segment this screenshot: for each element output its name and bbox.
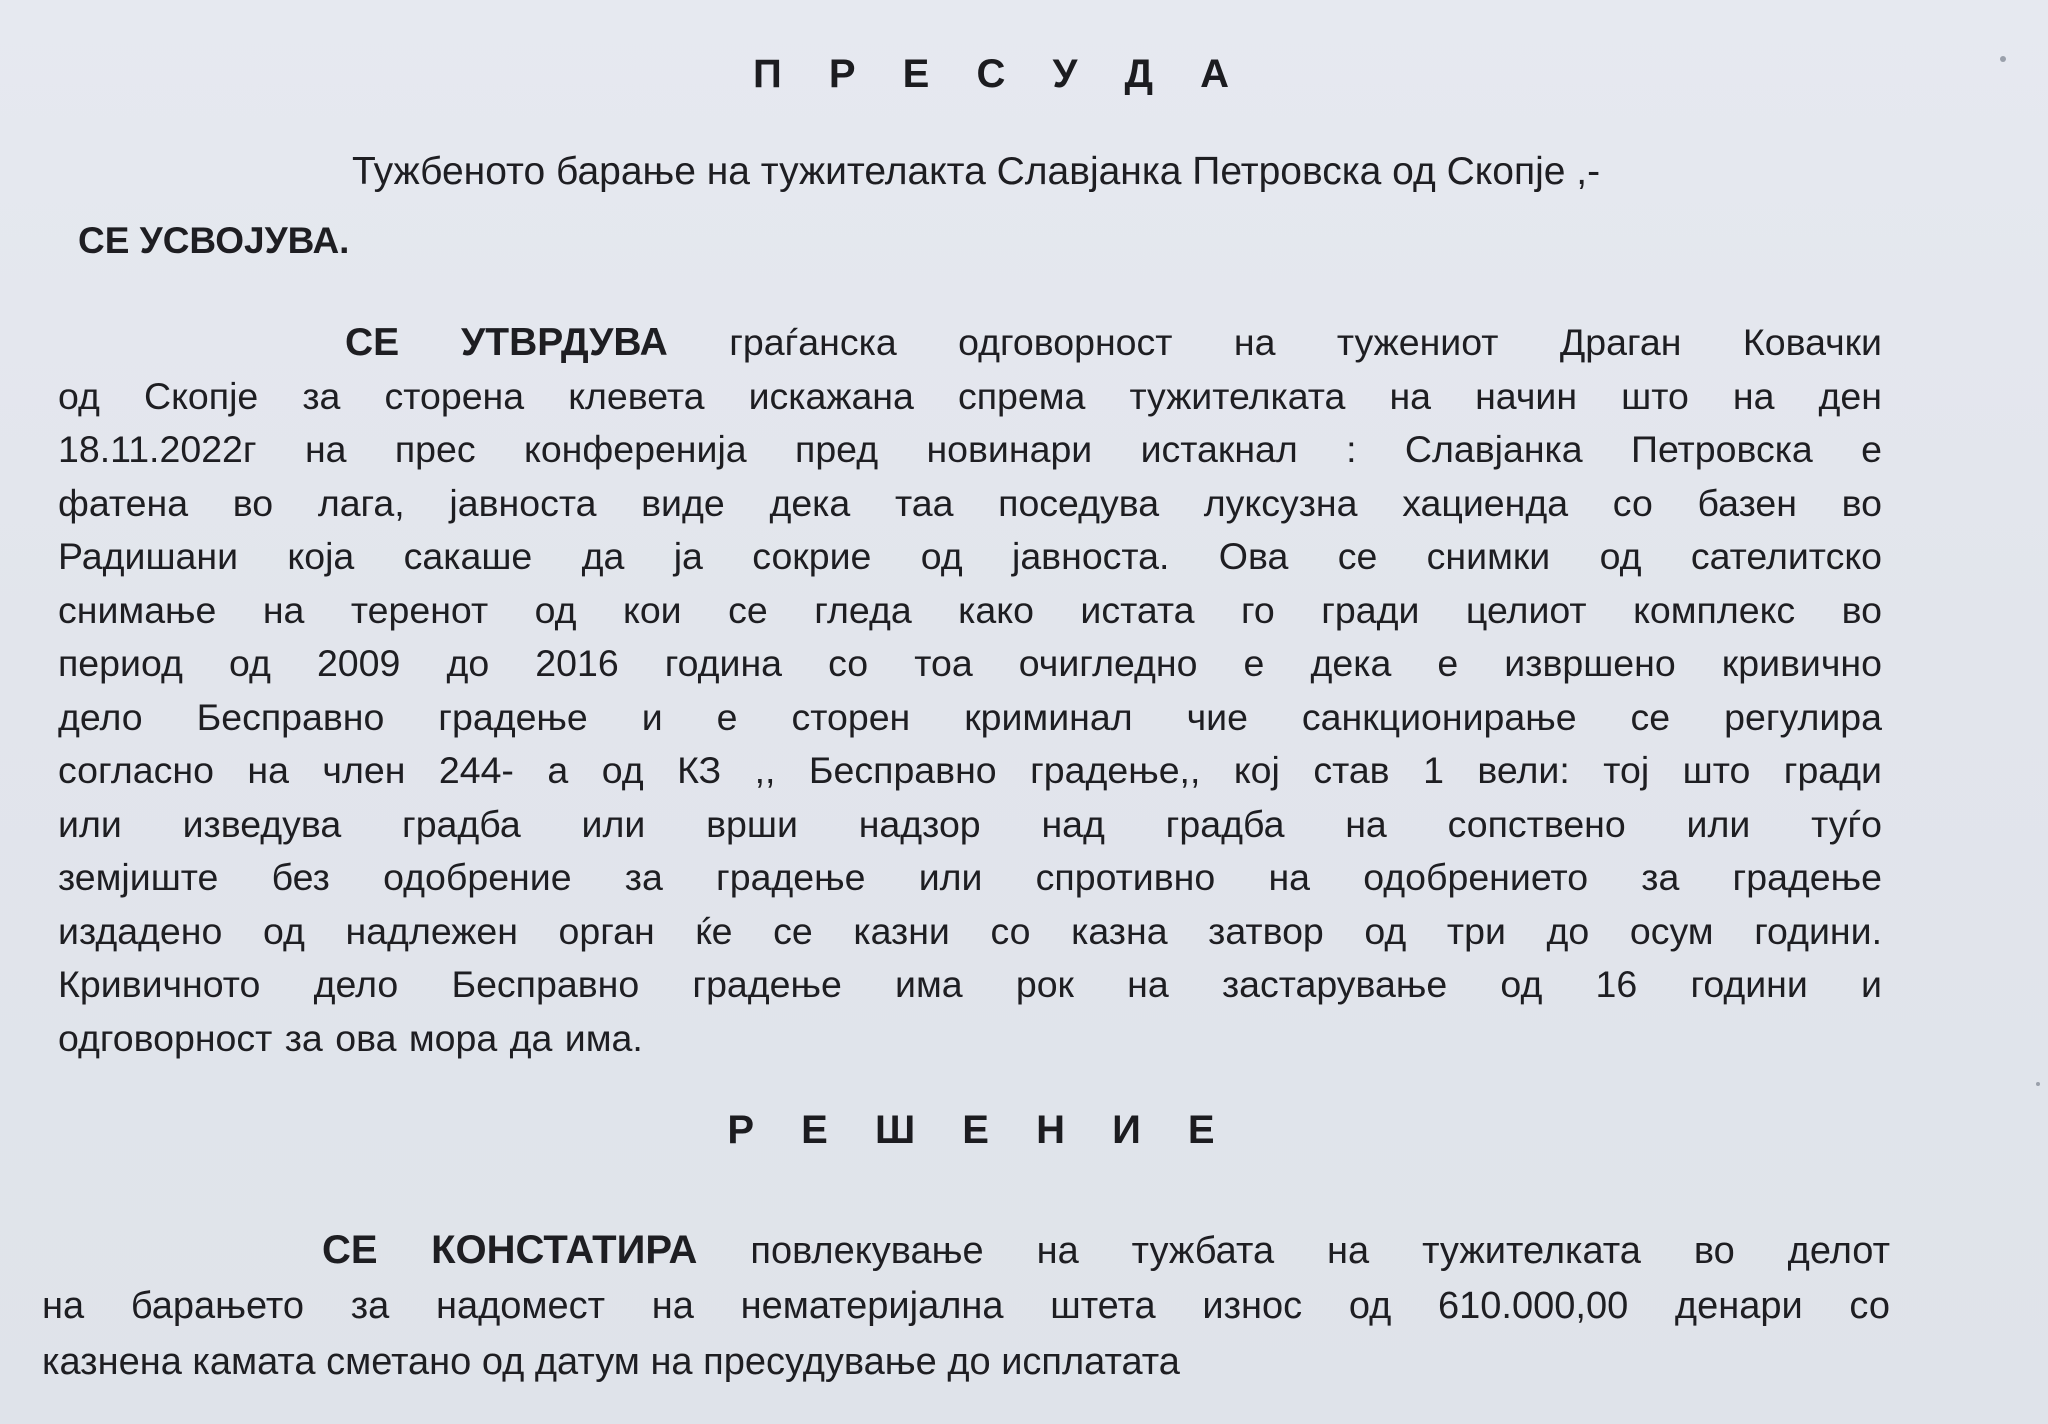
liability-paragraph: [58, 316, 1882, 1065]
withdrawal-paragraph: [42, 1222, 1890, 1390]
paragraph-line: од Скопје за сторена клевета искажана спрема тужителката на начин што на ден: [58, 374, 1882, 417]
paragraph-line: дело Бесправно градење и е сторен криминал чие санкционирање се регулира: [58, 695, 1882, 738]
paragraph-text: повлекување на тужбата на тужителката во делот: [750, 1230, 1891, 1272]
paragraph-line: на барањето за надомест на нематеријална штета износ од 610.000,00 денари со: [42, 1285, 1890, 1327]
claim-intro-line: Тужбеното барање на тужителакта Славјанка Петровска од Скопје ,-: [352, 150, 1601, 193]
paragraph-text: граѓанска одговорност на тужениот Драган Ковачки: [729, 321, 1882, 363]
paragraph-line: казнена камата сметано од датум на пресудување до исплатата: [42, 1341, 1180, 1383]
paragraph-line: земјиште без одобрение за градење или спротивно на одобрението за градење: [58, 856, 1882, 898]
paragraph-lead: СЕ КОНСТАТИРА: [322, 1228, 698, 1272]
paragraph-line: Кривичното дело Бесправно градење има рок на застарување од 16 години и: [58, 963, 1882, 1005]
paragraph-line: снимање на теренот од кои се гледа како истата го гради целиот комплекс во: [58, 588, 1882, 631]
paragraph-lead: СЕ УТВРДУВА: [345, 321, 668, 364]
paragraph-line: одговорност за ова мора да има.: [58, 1016, 643, 1059]
paragraph-line: 18.11.2022г на прес конференија пред новинари истакнал : Славјанка Петровска е: [58, 428, 1882, 470]
paragraph-line: период од 2009 до 2016 година со тоа очигледно е дека е извршено кривично: [58, 642, 1882, 684]
paragraph-line: Радишани која сакаше да ја сокрие од јавноста. Ова се снимки од сателитско: [58, 535, 1882, 577]
paragraph-line: [58, 316, 1882, 370]
verdict-heading: П Р Е С У Д А: [753, 52, 1247, 96]
paragraph-line: фатена во лага, јавноста виде дека таа поседува луксузна хациенда со базен во: [58, 481, 1882, 524]
paragraph-line: или изведува градба или врши надзор над градба на сопствено или туѓо: [58, 802, 1882, 845]
paragraph-line: издадено од надлежен орган ќе се казни со казна затвор од три до осум години.: [58, 909, 1882, 952]
paper-speck: [2000, 56, 2006, 62]
decision-heading: Р Е Ш Е Н И Е: [727, 1108, 1233, 1152]
claim-accepted-statement: СЕ УСВОЈУВА.: [78, 220, 350, 261]
paragraph-line: [42, 1222, 1890, 1278]
paper-speck: [2036, 1082, 2040, 1086]
paragraph-line: согласно на член 244- а од КЗ ,, Бесправно градење,, кој став 1 вели: тој што гради: [58, 749, 1882, 791]
